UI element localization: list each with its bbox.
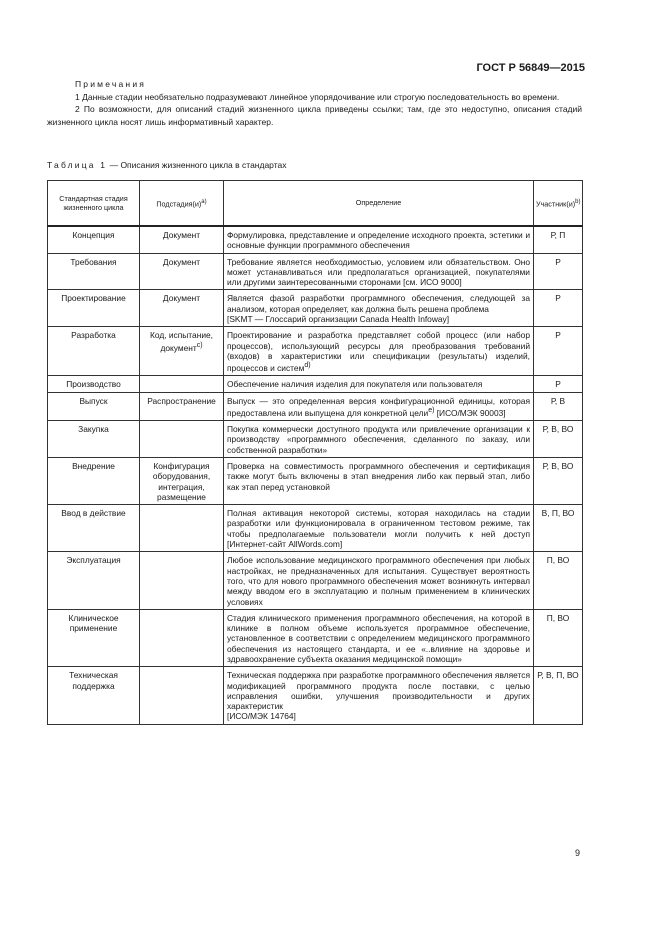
cell-participants: Р: [534, 290, 583, 327]
definition-reference: [SKMT — Глоссарий организации Canada Health Infoway]: [227, 314, 450, 325]
definition-text: Выпуск — это определенная версия конфигурационной единицы, которая предоставлена или выпущена для конкретной цели: [227, 395, 530, 418]
header-participants: [534, 181, 583, 227]
definition-footnote: d): [304, 362, 311, 370]
cell-participants: В, П, ВО: [534, 505, 583, 552]
cell-participants: Р: [534, 376, 583, 392]
cell-substage: [140, 609, 224, 666]
cell-definition: Формулировка, представление и определение исходного проекта, эстетики и основные функции программного обеспечения: [224, 226, 534, 253]
lifecycle-table: [47, 180, 583, 725]
cell-stage: Проектирование: [48, 290, 140, 327]
cell-substage: Документ: [140, 253, 224, 290]
cell-substage: [140, 376, 224, 392]
cell-definition: [224, 392, 534, 420]
substage-text: Код, испытание, документ: [149, 330, 213, 353]
cell-participants: Р: [534, 327, 583, 376]
cell-participants: Р, В, П, ВО: [534, 667, 583, 724]
cell-substage: Документ: [140, 226, 224, 253]
cell-definition: Любое использование медицинского программного обеспечения при любых настройках, не предназначенных для испытания. Существует вероятность того, что для нового программного обеспечения может возникнуть интервал между вводом его в эксплуатацию и полным применением в клинических условиях: [224, 552, 534, 609]
definition-reference: [ИСО/МЭК 14764]: [227, 711, 296, 722]
page-number: 9: [575, 848, 581, 858]
cell-substage: [140, 421, 224, 458]
note-item: 2 По возможности, для описаний стадий жизненного цикла приведены ссылки; там, где это недоступно, описания стадий жизненного цикла носят лишь информативный характер.: [47, 104, 582, 127]
definition-reference: [ИСО/МЭК 90003]: [434, 407, 506, 418]
cell-definition: Требование является необходимостью, условием или обязательством. Оно может устанавливаться или предполагаться организацией, покупателями или другими заинтересованными сторонами [см. ИСО 9000]: [224, 253, 534, 290]
cell-substage: [140, 667, 224, 724]
cell-definition: [224, 327, 534, 376]
header-participants-label: Участник(и): [536, 198, 576, 208]
note-item: 1 Данные стадии необязательно подразумевают линейное упорядочивание или строгую последовательность во времени.: [75, 91, 560, 102]
table-row: [48, 290, 583, 327]
cell-substage: [140, 327, 224, 376]
cell-substage: [140, 552, 224, 609]
table-row: [48, 505, 583, 552]
cell-stage: Ввод в действие: [48, 505, 140, 552]
notes-block: [47, 78, 582, 128]
cell-definition: Покупка коммерчески доступного продукта или привлечение организации к производству «программного обеспечения, сделанного по заказу, или собственной разработки»: [224, 421, 534, 458]
cell-definition: Обеспечение наличия изделия для покупателя или пользователя: [224, 376, 534, 392]
cell-substage: [140, 505, 224, 552]
header-stage: Стандартная стадия жизненного цикла: [48, 181, 140, 227]
cell-definition: Проверка на совместимость программного обеспечения и сертификация также могут быть включены в этап внедрения либо как первый этап, либо как этап перед установкой: [224, 457, 534, 504]
definition-text: Техническая поддержка при разработке программного обеспечения является модификацией программного продукта после поставки, с целью исправления ошибки, улучшения производительности и других характеристик: [227, 670, 530, 712]
substage-footnote: c): [196, 341, 203, 349]
table-row: [48, 552, 583, 609]
cell-participants: Р, В, ВО: [534, 421, 583, 458]
table-row: [48, 376, 583, 392]
table-caption-label: Таблица 1: [47, 160, 108, 170]
cell-stage: Концепция: [48, 226, 140, 253]
cell-participants: П, ВО: [534, 552, 583, 609]
cell-definition: [224, 667, 534, 724]
cell-stage: Разработка: [48, 327, 140, 376]
cell-participants: Р, П: [534, 226, 583, 253]
table-row: [48, 609, 583, 666]
cell-stage: Техническая поддержка: [48, 667, 140, 724]
cell-substage: Документ: [140, 290, 224, 327]
table-row: [48, 667, 583, 724]
notes-heading: Примечания: [75, 79, 147, 89]
table-row: [48, 327, 583, 376]
table-row: [48, 421, 583, 458]
cell-definition: [224, 290, 534, 327]
cell-participants: Р: [534, 253, 583, 290]
table-caption: [47, 160, 287, 170]
definition-footnote: e): [428, 406, 435, 414]
header-participants-sup: b): [575, 198, 581, 205]
cell-stage: Закупка: [48, 421, 140, 458]
cell-stage: Требования: [48, 253, 140, 290]
table-row: [48, 392, 583, 420]
standard-designation: ГОСТ Р 56849—2015: [476, 62, 585, 74]
cell-substage: Распространение: [140, 392, 224, 420]
table-header-row: [48, 181, 583, 227]
cell-definition: Стадия клинического применения программного обеспечения, на которой в клинике в полном объеме используется программное обеспечение, установленное в соответствии с определением медицинского программного обеспечения из настоящего стандарта, и ее «..влияние на здоровье и здравоохранение субъекта оказания медицинской помощи»: [224, 609, 534, 666]
table-caption-text: — Описания жизненного цикла в стандартах: [107, 160, 287, 170]
table-row: [48, 457, 583, 504]
cell-stage: Производство: [48, 376, 140, 392]
table-row: [48, 226, 583, 253]
definition-text: Проектирование и разработка представляет собой процесс (или набор процессов), использующий ресурсы для преобразования требований (входов) в характеристики или спецификации (результаты) изделий, процессов и систем: [227, 330, 530, 374]
cell-participants: Р, В: [534, 392, 583, 420]
cell-participants: П, ВО: [534, 609, 583, 666]
header-substage-label: Подстадия(и): [156, 198, 202, 208]
definition-text: Является фазой разработки программного обеспечения, следующей за анализом, которая определяет, как должна быть решена проблема: [227, 293, 530, 314]
cell-stage: Выпуск: [48, 392, 140, 420]
header-definition: Определение: [224, 181, 534, 227]
cell-stage: Внедрение: [48, 457, 140, 504]
cell-stage: Эксплуатация: [48, 552, 140, 609]
table-row: [48, 253, 583, 290]
header-substage: [140, 181, 224, 227]
cell-stage: Клиническое применение: [48, 609, 140, 666]
cell-definition: Полная активация некоторой системы, которая находилась на стадии разработки или функционировала в ограниченном тестовом режиме, так чтобы предполагаемые пользователи могли получить к ней доступ [Интернет-сайт AllWords.com]: [224, 505, 534, 552]
cell-substage: Конфигурация оборудования, интеграция, размещение: [140, 457, 224, 504]
cell-participants: Р, В, ВО: [534, 457, 583, 504]
header-substage-sup: a): [201, 198, 207, 205]
